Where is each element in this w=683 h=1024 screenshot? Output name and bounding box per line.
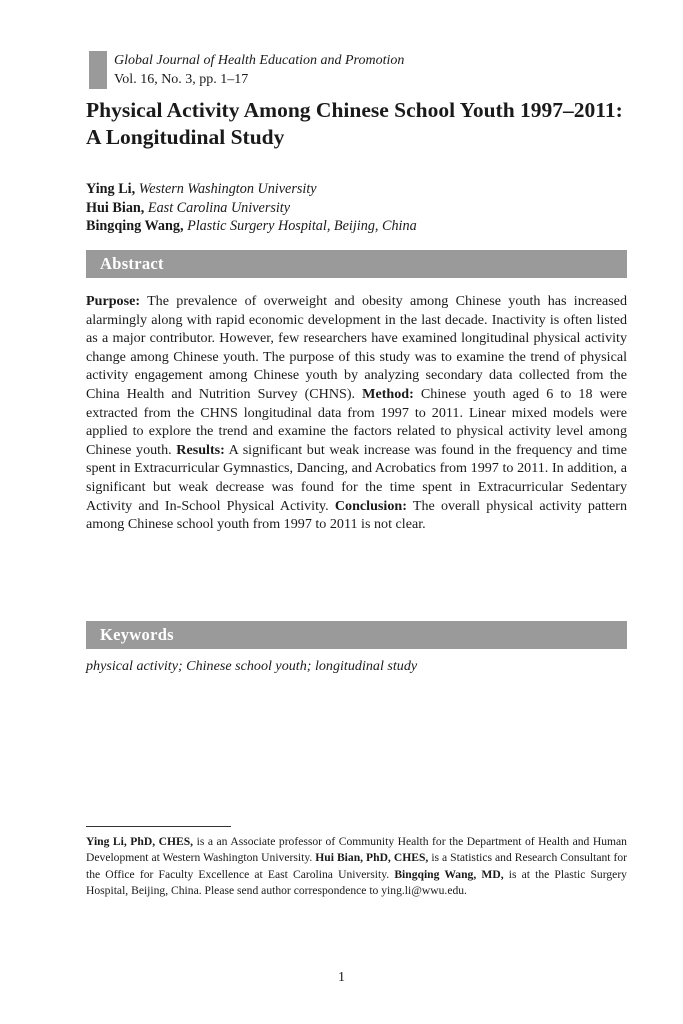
page-number: 1 bbox=[338, 970, 345, 985]
paper-title: Physical Activity Among Chinese School Youth 1997–2011: A Longitudinal Study bbox=[86, 98, 623, 149]
author-line bbox=[86, 217, 631, 236]
keywords-heading: Keywords bbox=[100, 625, 174, 644]
author-affiliation: East Carolina University bbox=[147, 199, 291, 216]
author-name: Bingqing Wang, bbox=[86, 218, 184, 234]
method-label: Method: bbox=[362, 385, 414, 402]
author-affiliation: Plastic Surgery Hospital, Beijing, China bbox=[187, 218, 417, 234]
footnote-author-text: is a Statistics and Research Consultant for the Office for Faculty Excellence at East Carolina University. bbox=[86, 851, 627, 881]
author-affiliation: Western Washington University bbox=[138, 181, 317, 197]
keywords-text: physical activity; Chinese school youth; longitudinal study bbox=[86, 658, 418, 674]
author-line bbox=[86, 180, 631, 199]
footnote-author-text: is a an Associate professor of Community Health for the Department of Health and Human Development at Western Washington University. bbox=[86, 835, 627, 865]
author-line bbox=[86, 199, 631, 218]
abstract-body bbox=[86, 292, 627, 534]
author-name: Ying Li, bbox=[86, 181, 136, 197]
abstract-heading-bar bbox=[86, 250, 627, 278]
footnote-author-name: Hui Bian, PhD, CHES, bbox=[315, 851, 429, 865]
journal-name: Global Journal of Health Education and Promotion bbox=[114, 53, 405, 68]
results-text: A significant but weak increase was found in the frequency and time spent in Extracurricular Gymnastics, Dancing, and Acrobatics from 1997 to 2011. In addition, a significant but weak decrease was found for the time spent in Extracurricular Sedentary Activity and In-School Physical Activity. bbox=[86, 441, 627, 514]
journal-header bbox=[89, 50, 629, 90]
footnote-divider bbox=[86, 826, 231, 827]
journal-accent-bar bbox=[89, 51, 107, 89]
purpose-label: Purpose: bbox=[86, 293, 141, 309]
abstract-heading: Abstract bbox=[100, 254, 164, 273]
purpose-text: The prevalence of overweight and obesity among Chinese youth has increased alarmingly along with rapid economic development in the last decade. Inactivity is often listed as a major contributor. However, few researchers have examined longitudinal physical activity change among Chinese youth. The purpose of this study was to examine the trend of physical activity engagement among Chinese youth by analyzing secondary data collected from the China Health and Nutrition Survey (CHNS). bbox=[86, 293, 627, 402]
author-list bbox=[86, 180, 631, 236]
conclusion-text: The overall physical activity pattern among Chinese school youth from 1997 to 2011 is not clear. bbox=[86, 497, 627, 533]
method-text: Chinese youth aged 6 to 18 were extracted from the CHNS longitudinal data from 1997 to 2011. Linear mixed models were applied to explore the trend and examine the factors related to physical activity level among Chinese youth. bbox=[86, 385, 627, 458]
footnote-author-name: Ying Li, PhD, CHES, bbox=[86, 835, 194, 848]
results-label: Results: bbox=[176, 441, 225, 458]
footnote-author-name: Bingqing Wang, MD, bbox=[394, 867, 504, 881]
author-footnote bbox=[86, 834, 627, 900]
journal-volume: Vol. 16, No. 3, pp. 1–17 bbox=[114, 72, 249, 87]
conclusion-label: Conclusion: bbox=[334, 497, 407, 514]
author-name: Hui Bian, bbox=[86, 199, 145, 216]
keywords-heading-bar bbox=[86, 621, 627, 649]
footnote-author-text: is at the Plastic Surgery Hospital, Beijing, China. Please send author correspondence to ying.li@wwu.edu. bbox=[86, 867, 627, 898]
